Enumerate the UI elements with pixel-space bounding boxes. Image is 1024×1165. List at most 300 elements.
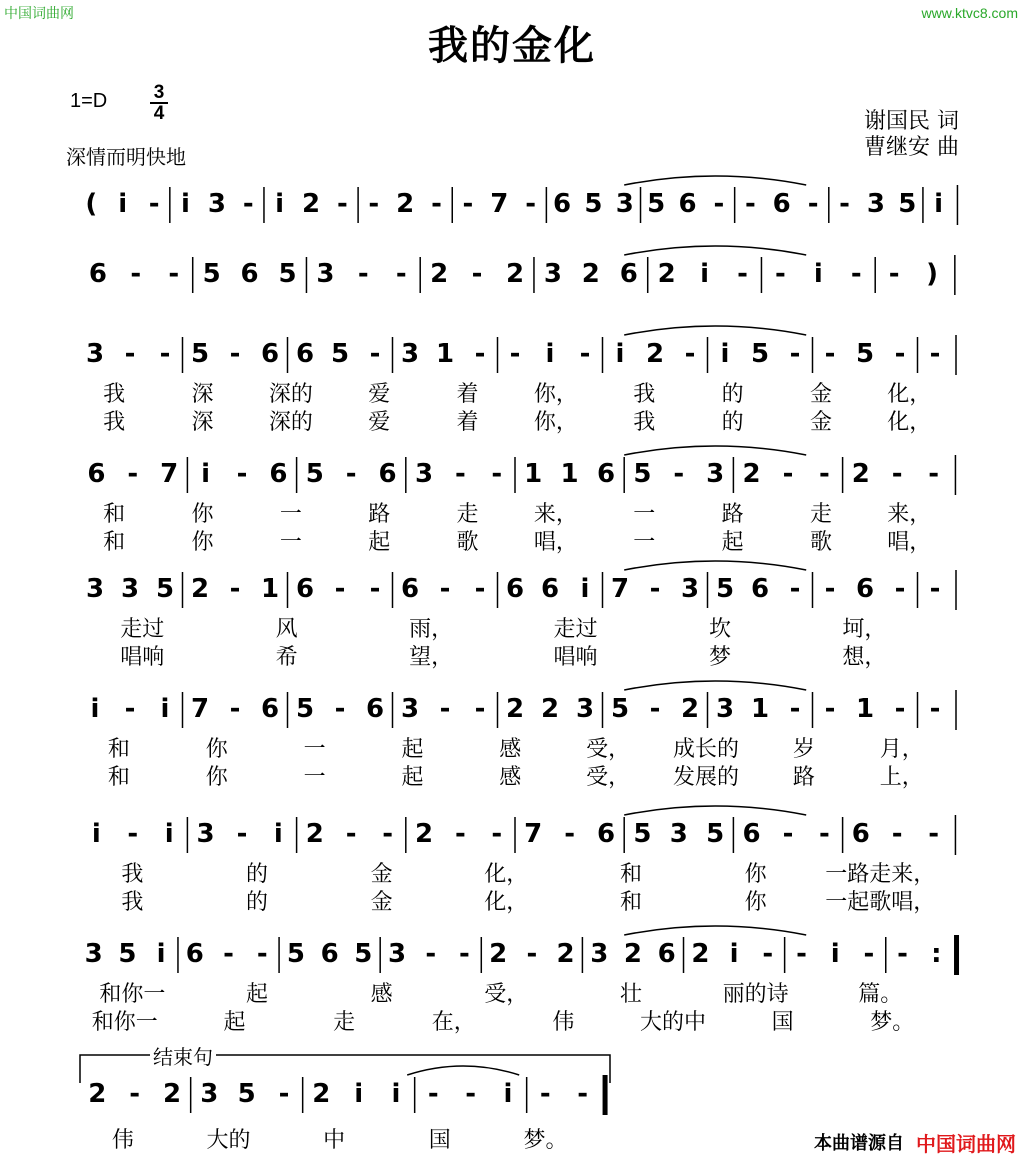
lyric-syllable: 走 <box>809 502 832 527</box>
tie-arc <box>624 246 806 255</box>
lyric-syllable: 的 <box>721 382 744 407</box>
lyric-syllable: 你 <box>205 737 228 762</box>
lyric-syllable: 爱 <box>368 410 391 435</box>
note: - <box>465 1079 477 1109</box>
note: 2 <box>414 819 434 849</box>
note: 2 <box>742 459 761 489</box>
lyric-syllable: 起 <box>245 982 268 1007</box>
note: 2 <box>581 259 600 289</box>
score-row-4 <box>60 445 980 555</box>
note: i <box>720 339 730 369</box>
note: - <box>818 819 830 849</box>
lyric-syllable: 路 <box>792 765 815 790</box>
note: - <box>471 259 483 289</box>
note: - <box>796 939 807 969</box>
note: - <box>525 189 537 219</box>
note: - <box>928 819 939 849</box>
lyric-syllable: 受， <box>484 982 529 1007</box>
note: - <box>775 259 786 289</box>
note: - <box>762 939 774 969</box>
score-row-3 <box>60 325 980 435</box>
lyric-syllable: 篇。 <box>858 982 903 1007</box>
note: 6 <box>295 339 315 369</box>
lyric-syllable: 伟 <box>552 1010 575 1035</box>
note: - <box>474 574 486 604</box>
note: - <box>673 459 685 489</box>
note: 3 <box>207 189 226 219</box>
note: 7 <box>190 694 210 724</box>
note: 2 <box>88 1079 107 1109</box>
note: ( <box>85 189 98 219</box>
note: i <box>580 574 590 604</box>
lyric-syllable: 想， <box>842 645 887 670</box>
note: - <box>789 339 801 369</box>
note: - <box>929 574 941 604</box>
note: - <box>337 189 348 219</box>
score-row-6 <box>60 680 980 790</box>
note: 6 <box>596 459 616 489</box>
lyric-syllable: 和 <box>103 530 126 555</box>
note: 6 <box>260 339 280 369</box>
note: - <box>130 259 142 289</box>
lyric-syllable: 来， <box>887 502 932 527</box>
lyric-syllable: 受， <box>586 765 631 790</box>
lyric-syllable: 化， <box>887 410 932 435</box>
note: i <box>545 339 555 369</box>
lyric-syllable: 起 <box>368 530 391 555</box>
note: - <box>129 1079 141 1109</box>
barlines <box>60 680 970 740</box>
lyric-syllable: 感 <box>499 765 522 790</box>
note: 6 <box>87 459 106 489</box>
lyric-syllable: 唱， <box>533 530 578 555</box>
lyric-syllable: 深的 <box>268 382 313 407</box>
note: i <box>813 259 823 289</box>
note: 6 <box>185 939 204 969</box>
lyric-syllable: 和 <box>107 737 130 762</box>
tempo-marking: 深情而明快地 <box>66 145 186 169</box>
site-watermark-left[interactable]: 中国词曲网 <box>4 6 74 22</box>
lyric-syllable: 起 <box>401 765 424 790</box>
note: i <box>273 819 283 849</box>
lyric-syllable: 和 <box>107 765 130 790</box>
note: 1 <box>855 694 875 724</box>
note: - <box>229 694 241 724</box>
note: 2 <box>680 694 700 724</box>
note: 7 <box>610 574 630 604</box>
page-title: 我的金化 <box>428 23 596 69</box>
barlines <box>60 805 970 865</box>
lyric-syllable: 走 <box>333 1010 356 1035</box>
note: 6 <box>320 939 339 969</box>
lyric-syllable: 和你一 <box>99 982 166 1007</box>
note: 1 <box>560 459 579 489</box>
note: 2 <box>645 339 665 369</box>
note: - <box>850 259 862 289</box>
note: 3 <box>120 574 140 604</box>
lyric-syllable: 化， <box>887 382 932 407</box>
note: i <box>830 939 840 969</box>
note: - <box>454 459 466 489</box>
note: 2 <box>305 819 324 849</box>
note: 3 <box>85 339 105 369</box>
note: : <box>931 939 942 969</box>
lyric-syllable: 的 <box>721 410 744 435</box>
note: - <box>242 189 254 219</box>
lyric-syllable: 和 <box>103 502 126 527</box>
lyric-syllable: 深 <box>191 410 214 435</box>
barlines <box>60 925 970 985</box>
footer-source-label: 本曲谱源自 <box>814 1133 904 1154</box>
lyric-syllable: 感 <box>370 982 393 1007</box>
barlines <box>60 445 970 505</box>
note: - <box>459 939 470 969</box>
note: 3 <box>200 1079 219 1109</box>
note: - <box>894 574 906 604</box>
note: 2 <box>396 189 415 219</box>
note: - <box>357 259 369 289</box>
lyric-syllable: 我 <box>633 382 656 407</box>
lyric-syllable: 走过 <box>120 617 165 642</box>
lyric-syllable: 受， <box>586 737 631 762</box>
lyric-syllable: 大的 <box>206 1128 251 1153</box>
note: - <box>334 694 346 724</box>
note: 5 <box>750 339 770 369</box>
note: 5 <box>715 574 735 604</box>
note: - <box>539 1079 551 1109</box>
lyric-syllable: 的 <box>245 862 268 887</box>
key-signature: 1=D <box>70 90 108 112</box>
lyric-syllable: 唱响 <box>553 645 598 670</box>
note: 3 <box>715 694 735 724</box>
note: - <box>824 574 836 604</box>
score-row-7 <box>60 805 980 915</box>
note: - <box>474 694 486 724</box>
lyric-syllable: 风 <box>275 617 298 642</box>
note: i <box>503 1079 513 1109</box>
note: 7 <box>490 189 509 219</box>
lyric-syllable: 爱 <box>368 382 391 407</box>
note: 2 <box>556 939 575 969</box>
lyric-syllable: 金 <box>370 890 393 915</box>
note: 5 <box>855 339 875 369</box>
note: 3 <box>706 459 725 489</box>
note: - <box>454 819 466 849</box>
lyric-syllable: 走 <box>456 502 479 527</box>
lyric-syllable: 起 <box>401 737 424 762</box>
note: 1 <box>435 339 455 369</box>
note: - <box>334 574 346 604</box>
note: i <box>90 694 100 724</box>
composer-credit: 曹继安 曲 <box>864 135 959 160</box>
lyric-syllable: 化， <box>484 890 529 915</box>
note: 5 <box>202 259 221 289</box>
note: - <box>894 694 906 724</box>
lyric-syllable: 你， <box>533 382 578 407</box>
lyric-syllable: 和 <box>619 890 642 915</box>
note: 2 <box>691 939 710 969</box>
note: 2 <box>540 694 560 724</box>
note: 6 <box>553 189 572 219</box>
lyric-syllable: 起 <box>721 530 744 555</box>
note: 3 <box>400 339 420 369</box>
note: - <box>888 259 900 289</box>
lyric-syllable: 月， <box>879 737 924 762</box>
note: - <box>431 189 442 219</box>
note: - <box>369 339 381 369</box>
lyric-syllable: 国 <box>428 1128 451 1153</box>
lyric-syllable: 一 <box>633 502 656 527</box>
note: - <box>127 459 139 489</box>
note: 7 <box>160 459 179 489</box>
note: i <box>91 819 101 849</box>
lyric-syllable: 梦 <box>708 645 732 670</box>
note: 5 <box>647 189 666 219</box>
note: - <box>462 189 474 219</box>
score-row-5 <box>60 560 980 670</box>
tie-arc <box>624 681 806 690</box>
note: 5 <box>330 339 350 369</box>
lyric-syllable: 我 <box>121 862 144 887</box>
lyric-syllable: 你 <box>205 765 228 790</box>
note: - <box>824 339 836 369</box>
lyric-syllable: 路 <box>721 502 744 527</box>
note: - <box>236 459 248 489</box>
note: 5 <box>155 574 175 604</box>
note: i <box>181 189 190 219</box>
lyric-syllable: 你， <box>533 410 578 435</box>
lyric-syllable: 一路走来， <box>825 862 936 887</box>
lyric-syllable: 伟 <box>111 1128 134 1153</box>
note: i <box>934 189 944 219</box>
lyric-syllable: 着 <box>456 410 479 435</box>
note: 2 <box>505 259 525 289</box>
note: 5 <box>633 459 652 489</box>
lyric-syllable: 你 <box>744 862 767 887</box>
note: - <box>737 259 748 289</box>
note: 6 <box>657 939 676 969</box>
lyric-syllable: 你 <box>191 502 214 527</box>
tie-arc <box>624 326 806 335</box>
note: 3 <box>400 694 420 724</box>
lyric-syllable: 大的中 <box>639 1010 707 1035</box>
lyric-syllable: 希 <box>275 645 298 670</box>
lyric-syllable: 一 <box>303 737 326 762</box>
note: 3 <box>615 189 634 219</box>
lyric-syllable: 一起歌唱， <box>825 890 936 915</box>
tie-arc <box>624 926 806 935</box>
note: 7 <box>524 819 543 849</box>
note: - <box>744 189 756 219</box>
note: 6 <box>269 459 288 489</box>
note: 5 <box>898 189 917 219</box>
note: - <box>368 189 380 219</box>
note: - <box>818 459 830 489</box>
note: - <box>124 694 136 724</box>
note: i <box>164 819 174 849</box>
lyric-syllable: 来， <box>533 502 578 527</box>
barlines <box>60 245 970 305</box>
note: - <box>425 939 437 969</box>
note: 6 <box>619 259 638 289</box>
note: 6 <box>88 259 107 289</box>
lyric-syllable: 歌 <box>809 530 832 555</box>
lyric-syllable: 坷， <box>842 617 887 642</box>
note: - <box>713 189 725 219</box>
coda-label: 结束句 <box>150 1041 216 1070</box>
lyric-syllable: 一 <box>279 530 302 555</box>
tie-arc <box>407 1066 519 1075</box>
lyric-syllable: 成长的 <box>673 737 740 762</box>
note: - <box>382 819 393 849</box>
note: - <box>863 939 875 969</box>
note: - <box>124 339 136 369</box>
note: 5 <box>584 189 603 219</box>
tie-arc <box>624 446 806 455</box>
note: - <box>929 694 941 724</box>
barlines <box>60 325 970 385</box>
note: 2 <box>301 189 321 219</box>
note: - <box>897 939 908 969</box>
note: 6 <box>772 189 791 219</box>
lyric-syllable: 丽的诗 <box>722 982 789 1007</box>
lyric-syllable: 深的 <box>268 410 313 435</box>
note: - <box>491 819 503 849</box>
lyric-syllable: 路 <box>368 502 391 527</box>
note: - <box>929 339 941 369</box>
lyric-syllable: 歌 <box>456 530 479 555</box>
lyric-syllable: 壮 <box>619 982 642 1007</box>
meter-top: 3 <box>153 82 165 103</box>
note: 2 <box>162 1079 182 1109</box>
note: i <box>118 189 128 219</box>
note: 6 <box>742 819 761 849</box>
note: - <box>345 819 357 849</box>
note: - <box>127 819 139 849</box>
note: 5 <box>286 939 305 969</box>
note: - <box>526 939 538 969</box>
lyric-syllable: 一 <box>633 530 656 555</box>
lyric-syllable: 唱响 <box>120 645 165 670</box>
note: - <box>577 1079 589 1109</box>
lyric-syllable: 我 <box>633 410 656 435</box>
note: 3 <box>866 189 885 219</box>
note: 2 <box>489 939 508 969</box>
lyric-syllable: 起 <box>223 1010 246 1035</box>
note: - <box>824 694 836 724</box>
note: - <box>369 574 381 604</box>
note: 6 <box>540 574 560 604</box>
note: 3 <box>316 259 335 289</box>
lyric-syllable: 上， <box>879 765 924 790</box>
note: 6 <box>855 574 875 604</box>
note: - <box>474 339 486 369</box>
note: - <box>395 259 407 289</box>
note: 3 <box>414 459 434 489</box>
note: - <box>256 939 268 969</box>
note: 6 <box>240 259 259 289</box>
note: 1 <box>524 459 543 489</box>
note: 6 <box>678 189 697 219</box>
note: - <box>894 339 906 369</box>
lyric-syllable: 金 <box>809 410 832 435</box>
meter-bottom: 4 <box>153 103 165 124</box>
note: - <box>579 339 591 369</box>
note: 5 <box>305 459 324 489</box>
note: - <box>229 339 241 369</box>
lyric-syllable: 梦。 <box>523 1128 568 1153</box>
note: 2 <box>623 939 642 969</box>
note: 2 <box>851 459 870 489</box>
site-url[interactable]: www.ktvc8.com <box>921 5 1018 21</box>
note: 5 <box>610 694 630 724</box>
note: - <box>789 574 801 604</box>
note: 3 <box>680 574 700 604</box>
lyric-syllable: 化， <box>484 862 529 887</box>
note: 6 <box>378 459 397 489</box>
note: i <box>156 939 166 969</box>
lyric-syllable: 发展的 <box>673 765 740 790</box>
note: 1 <box>260 574 280 604</box>
note: 6 <box>365 694 385 724</box>
note: - <box>427 1079 439 1109</box>
score-row-2 <box>60 245 980 305</box>
lyric-syllable: 国 <box>771 1010 794 1035</box>
footer-site-link[interactable]: 中国词曲网 <box>916 1132 1016 1156</box>
note: i <box>354 1079 364 1109</box>
note: - <box>782 459 794 489</box>
note: - <box>345 459 357 489</box>
lyric-syllable: 和 <box>619 862 642 887</box>
lyric-syllable: 望， <box>409 645 454 670</box>
lyric-syllable: 和你一 <box>91 1010 158 1035</box>
barlines <box>60 1065 620 1125</box>
lyric-syllable: 感 <box>499 737 522 762</box>
note: - <box>439 694 451 724</box>
note: 2 <box>312 1079 331 1109</box>
note: - <box>564 819 575 849</box>
note: - <box>684 339 696 369</box>
note: - <box>891 459 903 489</box>
note: i <box>391 1079 401 1109</box>
lyric-syllable: 中 <box>323 1128 346 1153</box>
lyric-syllable: 梦。 <box>870 1010 915 1035</box>
score-row-1 <box>60 175 980 235</box>
note: 2 <box>190 574 210 604</box>
lyric-syllable: 岁 <box>792 737 815 762</box>
note: - <box>148 189 160 219</box>
tie-arc <box>624 806 806 815</box>
note: 3 <box>387 939 407 969</box>
note: i <box>615 339 625 369</box>
note: 5 <box>118 939 137 969</box>
lyricist-credit: 谢国民 词 <box>864 109 959 134</box>
note: ) <box>926 259 939 289</box>
lyric-syllable: 我 <box>103 410 126 435</box>
note: 2 <box>657 259 676 289</box>
note: - <box>649 574 661 604</box>
note: i <box>275 189 285 219</box>
lyric-syllable: 一 <box>303 765 326 790</box>
lyric-syllable: 我 <box>103 382 126 407</box>
note: 6 <box>260 694 280 724</box>
note: - <box>278 1079 290 1109</box>
note: i <box>201 459 211 489</box>
note: - <box>229 574 241 604</box>
note: i <box>729 939 739 969</box>
note: - <box>789 694 801 724</box>
lyric-syllable: 走过 <box>553 617 598 642</box>
